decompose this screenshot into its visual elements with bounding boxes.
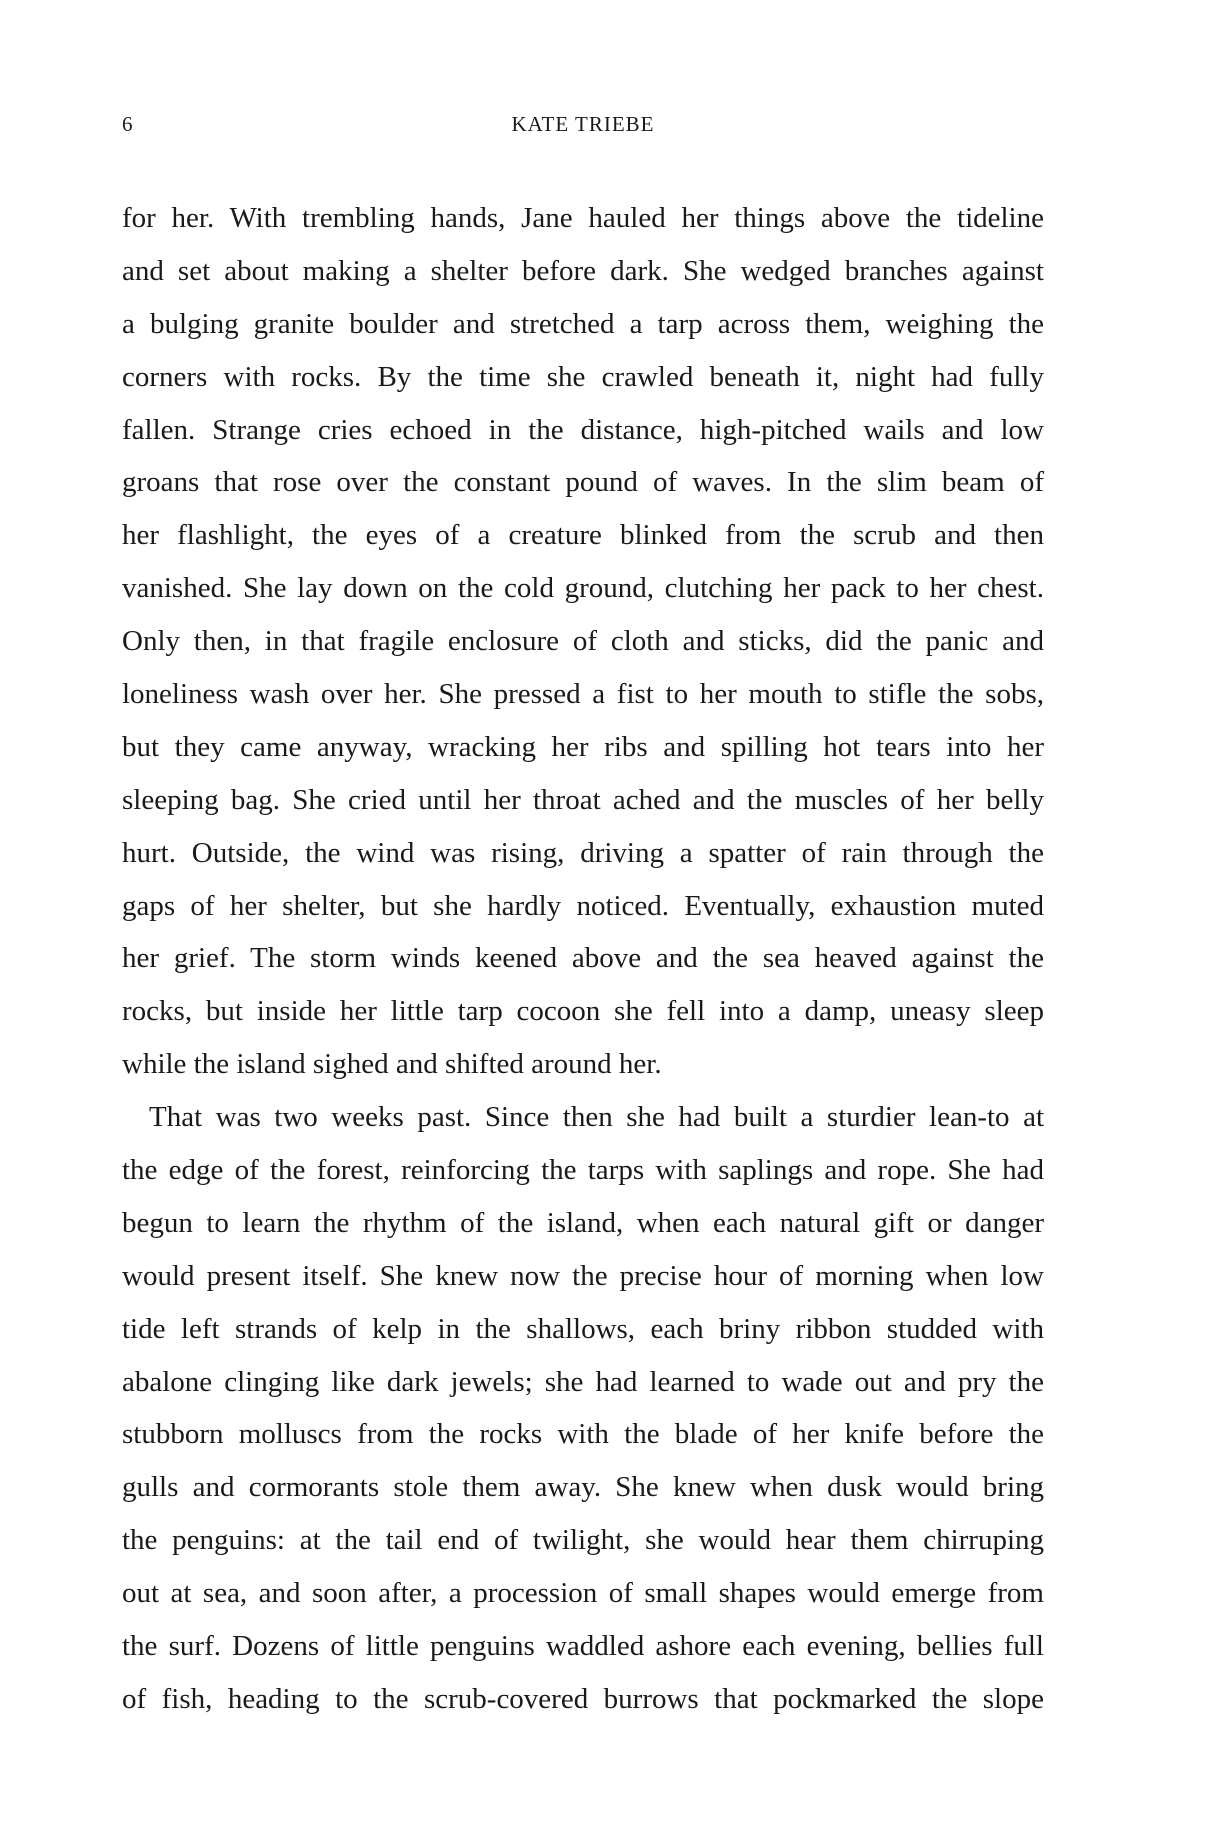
text-line: corners with rocks. By the time she crawled beneath it, night had fully (122, 360, 1044, 393)
running-head (122, 112, 1044, 142)
text-line: vanished. She lay down on the cold ground, clutching her pack to her chest. (122, 572, 1044, 605)
text-line: would present itself. She knew now the precise hour of morning when low (122, 1259, 1044, 1292)
text-line: but they came anyway, wracking her ribs and spilling hot tears into her (122, 730, 1044, 763)
text-line: gulls and cormorants stole them away. She knew when dusk would bring (122, 1471, 1044, 1504)
text-line: groans that rose over the constant pound of waves. In the slim beam of (122, 466, 1044, 499)
text-line: for her. With trembling hands, Jane hauled her things above the tideline (122, 202, 1044, 234)
text-line: sleeping bag. She cried until her throat ached and the muscles of her belly (122, 783, 1044, 816)
text-line: gaps of her shelter, but she hardly noticed. Eventually, exhaustion muted (122, 889, 1044, 922)
text-line: rocks, but inside her little tarp cocoon she fell into a damp, uneasy sleep (122, 995, 1044, 1028)
text-line: begun to learn the rhythm of the island, when each natural gift or danger (122, 1206, 1044, 1239)
text-line: the edge of the forest, reinforcing the tarps with saplings and rope. She had (122, 1154, 1044, 1187)
text-line: her grief. The storm winds keened above and the sea heaved against the (122, 942, 1044, 975)
text-line: and set about making a shelter before dark. She wedged branches against (122, 254, 1044, 287)
text-line: her flashlight, the eyes of a creature blinked from the scrub and then (122, 519, 1044, 552)
text-line: abalone clinging like dark jewels; she had learned to wade out and pry the (122, 1365, 1044, 1398)
text-line: the penguins: at the tail end of twilight, she would hear them chirruping (122, 1524, 1044, 1557)
text-line: out at sea, and soon after, a procession of small shapes would emerge from (122, 1577, 1044, 1610)
text-line: tide left strands of kelp in the shallows, each briny ribbon studded with (122, 1312, 1044, 1345)
text-line: a bulging granite boulder and stretched a tarp across them, weighing the (122, 307, 1044, 340)
text-line: the surf. Dozens of little penguins waddled ashore each evening, bellies full (122, 1630, 1044, 1663)
text-line: Only then, in that fragile enclosure of cloth and sticks, did the panic and (122, 625, 1044, 658)
text-line: while the island sighed and shifted around her. (122, 1048, 662, 1081)
running-head-author: KATE TRIEBE (511, 112, 655, 136)
page-number: 6 (122, 112, 134, 136)
text-line: fallen. Strange cries echoed in the distance, high-pitched wails and low (122, 413, 1044, 446)
text-line: hurt. Outside, the wind was rising, driving a spatter of rain through the (122, 836, 1044, 869)
text-line: That was two weeks past. Since then she had built a sturdier lean-to at (149, 1101, 1044, 1134)
text-line: stubborn molluscs from the rocks with the blade of her knife before the (122, 1418, 1044, 1451)
text-line: loneliness wash over her. She pressed a fist to her mouth to stifle the sobs, (122, 678, 1044, 711)
paragraph-1 (122, 192, 1044, 1091)
paragraph-2 (122, 1091, 1044, 1726)
text-line: of fish, heading to the scrub-covered burrows that pockmarked the slope (122, 1682, 1044, 1715)
body-text (122, 192, 1044, 1726)
